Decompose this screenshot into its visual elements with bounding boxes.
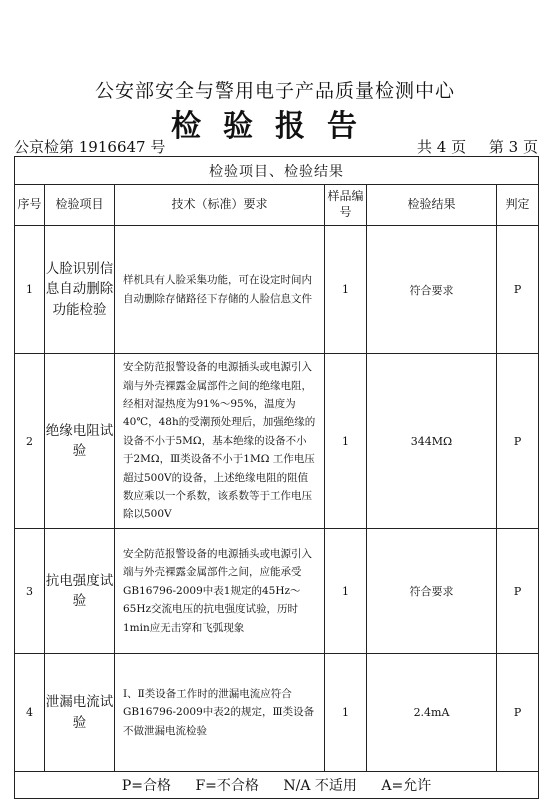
row-number: 2 (15, 354, 45, 529)
row-requirement: 安全防范报警设备的电源插头或电源引入端与外壳裸露金属部件之间的绝缘电阻，经相对湿热度为91%～95%，温度为40℃，48h的受潮预处理后，加强绝缘的设备不小于5MΩ，基本绝缘的设备不小于2MΩ，Ⅲ类设备不小于1MΩ 工作电压超过500V的设备，上述绝缘电阻的阻值数应乘以一个系数，该系数等于工作电压除以500V (115, 354, 325, 529)
legend-na: N/A 不适用 (283, 778, 357, 794)
col-header-item: 检验项目 (45, 185, 115, 226)
column-header-row (15, 185, 539, 226)
row-verdict: P (497, 354, 539, 529)
row-sample: 1 (325, 226, 367, 354)
report-number: 公京检第 1916647 号 (14, 138, 166, 156)
row-number: 3 (15, 529, 45, 654)
row-result: 符合要求 (367, 226, 497, 354)
row-requirement: Ⅰ、Ⅱ类设备工作时的泄漏电流应符合GB16796-2009中表2的规定，Ⅲ类设备不做泄漏电流检验 (115, 654, 325, 772)
row-number: 1 (15, 226, 45, 354)
row-sample: 1 (325, 654, 367, 772)
col-header-result: 检验结果 (367, 185, 497, 226)
row-sample: 1 (325, 529, 367, 654)
row-result: 344MΩ (367, 354, 497, 529)
col-header-requirement: 技术（标准）要求 (115, 185, 325, 226)
col-header-verdict: 判定 (497, 185, 539, 226)
table-row (15, 654, 539, 772)
legend-fail: F=不合格 (195, 778, 259, 794)
row-verdict: P (497, 529, 539, 654)
report-meta (14, 136, 538, 157)
row-result: 2.4mA (367, 654, 497, 772)
row-verdict: P (497, 654, 539, 772)
inspection-table (14, 156, 539, 799)
table-row (15, 354, 539, 529)
legend-pass: P=合格 (121, 778, 172, 794)
row-result: 符合要求 (367, 529, 497, 654)
current-page: 第 3 页 (488, 138, 538, 156)
row-requirement: 样机具有人脸采集功能，可在设定时间内自动删除存储路径下存储的人脸信息文件 (115, 226, 325, 354)
report-title: 检验报告 (171, 109, 379, 144)
row-sample: 1 (325, 354, 367, 529)
col-header-sample: 样品编号 (325, 185, 367, 226)
row-number: 4 (15, 654, 45, 772)
row-requirement: 安全防范报警设备的电源插头或电源引入端与外壳裸露金属部件之间，应能承受GB16796-2009中表1规定的45Hz～65Hz交流电压的抗电强度试验，历时1min应无击穿和飞弧现象 (115, 529, 325, 654)
row-item: 泄漏电流试验 (45, 654, 115, 772)
row-item: 绝缘电阻试验 (45, 354, 115, 529)
table-row (15, 529, 539, 654)
total-pages: 共 4 页 (417, 138, 467, 156)
row-verdict: P (497, 226, 539, 354)
row-item: 抗电强度试验 (45, 529, 115, 654)
row-item: 人脸识别信息自动删除功能检验 (45, 226, 115, 354)
legend-row (15, 772, 539, 799)
section-title: 检验项目、检验结果 (15, 157, 539, 185)
table-row (15, 226, 539, 354)
col-header-no: 序号 (15, 185, 45, 226)
page-info (399, 136, 538, 157)
header-organization: 公安部安全与警用电子产品质量检测中心 (94, 80, 455, 102)
legend-allow: A=允许 (381, 778, 432, 794)
